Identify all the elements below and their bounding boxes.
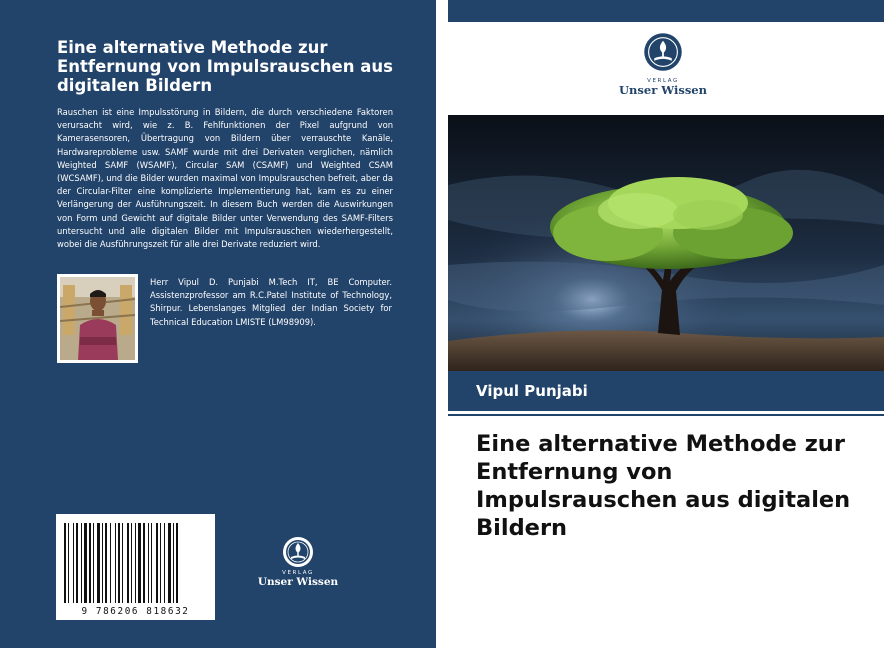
barcode-bar [110, 523, 111, 603]
barcode-bar [76, 523, 78, 603]
front-cover [448, 0, 884, 648]
front-top-bar [448, 0, 884, 22]
front-cover-title: Eine alternative Methode zur Entfernung von Impulsrauschen aus digitalen Bildern [476, 431, 851, 541]
barcode-bar [105, 523, 107, 603]
barcode-digits: 9 786206 818632 [81, 606, 190, 617]
barcode-bar [64, 523, 66, 603]
spine-gap [436, 0, 448, 648]
back-cover-title: Eine alternative Methode zur Entfernung von Impulsrauschen aus digitalen Bildern [57, 38, 393, 95]
barcode-bar [160, 523, 161, 603]
barcode-bar [138, 523, 141, 603]
back-cover [0, 0, 436, 648]
barcode-bar [173, 523, 174, 603]
barcode-bar [168, 523, 171, 603]
logo-publisher-name: Unser Wissen [257, 576, 339, 588]
publisher-emblem-icon [282, 536, 314, 568]
barcode-bar [118, 523, 120, 603]
divider [448, 414, 884, 416]
back-publisher-logo [246, 536, 350, 596]
barcode-bar [127, 523, 129, 603]
barcode-bar [73, 523, 74, 603]
logo-verlag-label: VERLAG [647, 78, 679, 84]
barcode-bar [135, 523, 136, 603]
author-bar [448, 371, 884, 411]
front-publisher-logo [610, 32, 716, 98]
barcode-bar [164, 523, 165, 603]
cover-tree-image [448, 115, 884, 371]
back-cover-blurb: Rauschen ist eine Impulsstörung in Bildern, die durch verschiedene Faktoren verursacht wird, wie z. B. Fehlfunktionen der Pixel aufgrund von Kamerasensoren, Übertragung von Bildern über verrauschte Kanäle, Hardwareprobleme usw. SAMF wurde mit drei Derivaten verglichen, nämlich Weighted SAMF (WSAMF), Circular SAM (CSAMF) und Weighted CSAM (WCSAMF), und die Bilder wurden maximal von Impulsrauschen befreit, aber da der Circular-Filter eine komplizierte Implementierung hat, kam es zu einer Verlängerung der Ausführungszeit. In diesem Buch werden die Auswirkungen von Form und Gewicht auf digitale Bilder unter Verwendung des SAMF-Filters untersucht und alle digitalen Bilder mit Impulsrauschen wiederhergestellt, wobei die Ausführungszeit für alle drei Derivate reduziert wird. [57, 107, 393, 250]
barcode-bar [93, 523, 94, 603]
barcode-bar [81, 523, 82, 603]
barcode-bar [148, 523, 149, 603]
barcode [56, 514, 215, 620]
front-author-name: Vipul Punjabi [476, 382, 588, 400]
barcode-bar [151, 523, 152, 603]
barcode-bar [68, 523, 69, 603]
barcode-bar [176, 523, 178, 603]
barcode-bar [143, 523, 145, 603]
barcode-bar [89, 523, 91, 603]
author-bio: Herr Vipul D. Punjabi M.Tech IT, BE Computer. Assistenzprofessor am R.C.Patel Institute of Technology, Shirpur. Lebenslanges Mitglied der Indian Society for Technical Education LMISTE (LM98909). [150, 277, 392, 327]
barcode-bar [156, 523, 158, 603]
author-photo [57, 274, 138, 363]
logo-verlag-label: VERLAG [282, 570, 314, 576]
barcode-bar [131, 523, 132, 603]
barcode-bar [102, 523, 103, 603]
barcode-bar [122, 523, 123, 603]
logo-publisher-name: Unser Wissen [619, 83, 707, 97]
barcode-bar [115, 523, 116, 603]
barcode-bar [97, 523, 100, 603]
publisher-emblem-icon [643, 32, 683, 72]
barcode-bar [84, 523, 87, 603]
